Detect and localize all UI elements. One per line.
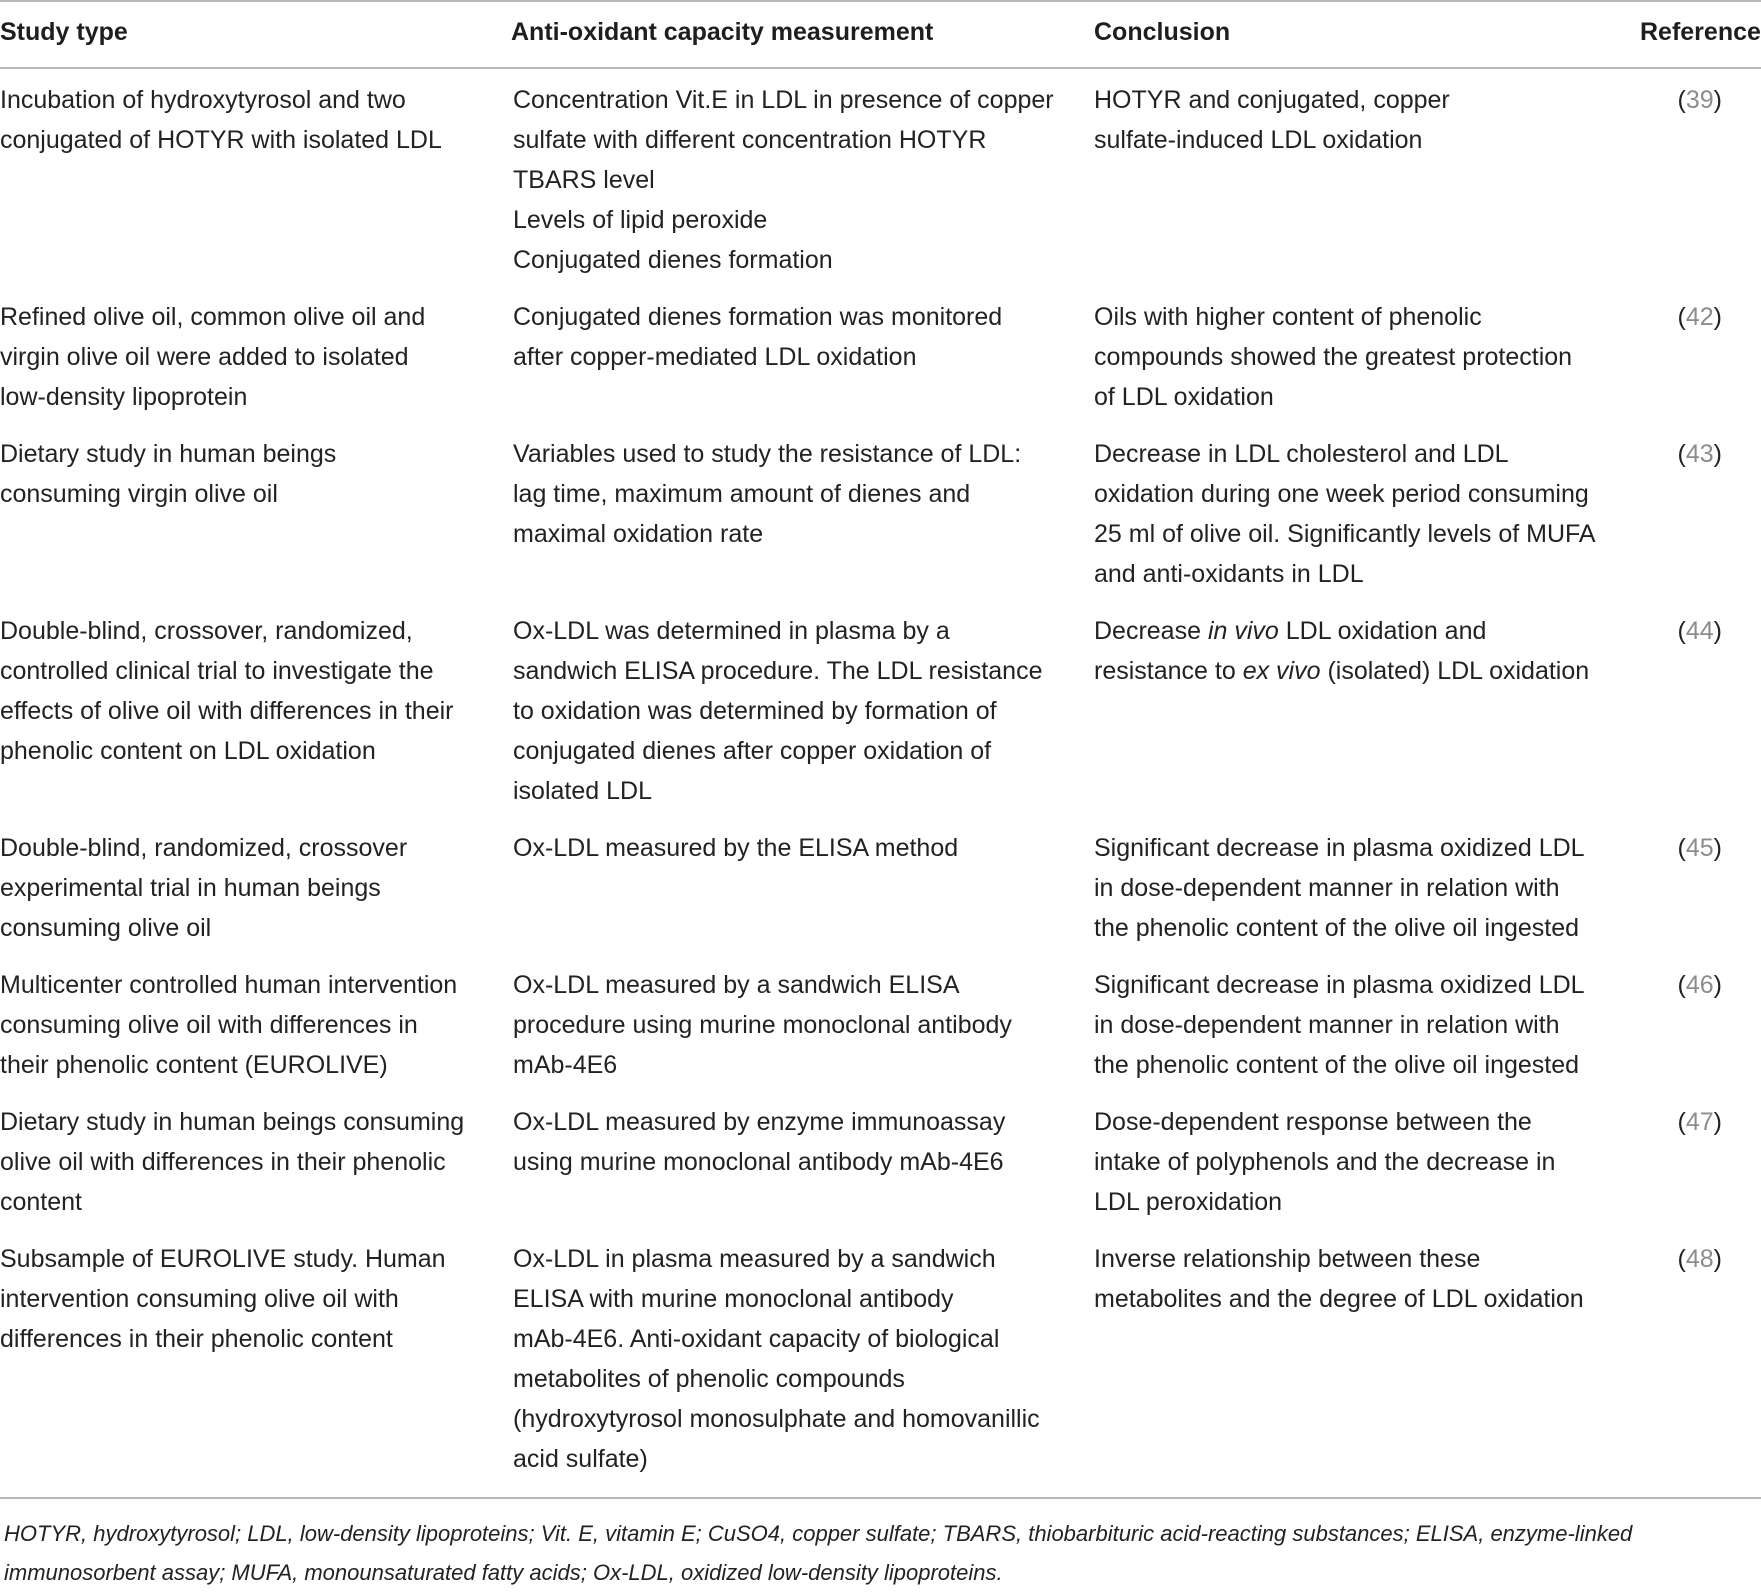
reference-link[interactable]: 48 <box>1685 1245 1714 1273</box>
paren-close: ) <box>1713 86 1722 114</box>
cell-line: content <box>0 1188 83 1216</box>
cell-reference <box>1678 1102 1722 1142</box>
header-reference: Reference <box>1640 18 1761 46</box>
cell-reference <box>1678 965 1722 1005</box>
paren-close: ) <box>1713 617 1722 645</box>
paren-close: ) <box>1713 440 1722 468</box>
reference-link[interactable]: 46 <box>1685 971 1714 999</box>
cell-line: the phenolic content of the olive oil ingested <box>1094 1051 1580 1079</box>
cell-line: compounds showed the greatest protection <box>1094 343 1573 371</box>
cell-line: conjugated of HOTYR with isolated LDL <box>0 126 442 154</box>
cell-conclusion <box>1094 80 1450 160</box>
cell-conclusion <box>1094 611 1589 691</box>
paren-open: ( <box>1677 1108 1686 1136</box>
footnote-line: HOTYR, hydroxytyrosol; LDL, low-density lipoproteins; Vit. E, vitamin E; CuSO4, copper sulfate; TBARS, thiobarbituric acid-reacting substances; ELISA, enzyme-linked <box>4 1521 1633 1546</box>
cell-line: to oxidation was determined by formation of <box>513 697 997 725</box>
paren-open: ( <box>1677 303 1686 331</box>
cell-conclusion <box>1094 434 1596 594</box>
cell-line: in dose-dependent manner in relation with <box>1094 874 1560 902</box>
cell-line: Concentration Vit.E in LDL in presence of copper <box>513 86 1054 114</box>
cell-line: Ox-LDL in plasma measured by a sandwich <box>513 1245 996 1273</box>
italic-term: in vivo <box>1207 617 1279 645</box>
header-measurement: Anti-oxidant capacity measurement <box>511 18 934 46</box>
cell-line: Conjugated dienes formation was monitored <box>513 303 1003 331</box>
cell-line: after copper-mediated LDL oxidation <box>513 343 917 371</box>
italic-term: ex vivo <box>1242 657 1321 685</box>
cell-line: phenolic content on LDL oxidation <box>0 737 376 765</box>
cell-line: Dose-dependent response between the <box>1094 1108 1532 1136</box>
cell-line: Multicenter controlled human intervention <box>0 971 458 999</box>
cell-line: oxidation during one week period consuming <box>1094 480 1589 508</box>
footnote-line: immunosorbent assay; MUFA, monounsaturated fatty acids; Ox-LDL, oxidized low-density lipoproteins. <box>4 1560 1003 1585</box>
text-span: resistance to <box>1094 657 1243 685</box>
cell-measurement <box>513 80 1054 280</box>
paren-open: ( <box>1677 834 1686 862</box>
cell-line: mAb-4E6 <box>513 1051 618 1079</box>
cell-line: using murine monoclonal antibody mAb-4E6 <box>513 1148 1004 1176</box>
cell-line: Significant decrease in plasma oxidized LDL <box>1094 834 1585 862</box>
cell-line: conjugated dienes after copper oxidation of <box>513 737 992 765</box>
cell-line: Ox-LDL measured by enzyme immunoassay <box>513 1108 1006 1136</box>
cell-line: their phenolic content (EUROLIVE) <box>0 1051 388 1079</box>
cell-measurement <box>513 1102 1005 1182</box>
text-span: LDL oxidation and <box>1278 617 1487 645</box>
paren-close: ) <box>1713 834 1722 862</box>
reference-link[interactable]: 42 <box>1685 303 1714 331</box>
reference-link[interactable]: 43 <box>1685 440 1714 468</box>
cell-measurement <box>513 297 1002 377</box>
cell-line: experimental trial in human beings <box>0 874 381 902</box>
header-rule <box>0 67 1761 69</box>
cell-reference <box>1678 1239 1722 1279</box>
cell-line: Significant decrease in plasma oxidized LDL <box>1094 971 1585 999</box>
cell-study-type <box>0 80 442 160</box>
cell-line: differences in their phenolic content <box>0 1325 393 1353</box>
text-span: Decrease <box>1094 617 1208 645</box>
cell-line: and anti-oxidants in LDL <box>1094 560 1364 588</box>
cell-reference <box>1678 434 1722 474</box>
paren-open: ( <box>1677 971 1686 999</box>
paren-open: ( <box>1677 617 1686 645</box>
reference-link[interactable]: 44 <box>1685 617 1714 645</box>
cell-measurement <box>513 1239 1040 1479</box>
cell-reference <box>1678 297 1722 337</box>
cell-line: the phenolic content of the olive oil ingested <box>1094 914 1580 942</box>
cell-line: Refined olive oil, common olive oil and <box>0 303 426 331</box>
header-conclusion: Conclusion <box>1094 18 1231 46</box>
paren-close: ) <box>1713 1108 1722 1136</box>
cell-line: Levels of lipid peroxide <box>513 206 768 234</box>
paren-open: ( <box>1677 440 1686 468</box>
cell-line <box>1094 611 1589 651</box>
cell-line: HOTYR and conjugated, copper <box>1094 86 1450 114</box>
table-bottom-rule <box>0 1497 1761 1499</box>
cell-line: metabolites and the degree of LDL oxidation <box>1094 1285 1584 1313</box>
cell-line: Subsample of EUROLIVE study. Human <box>0 1245 446 1273</box>
cell-reference <box>1678 828 1722 868</box>
paren-close: ) <box>1713 303 1722 331</box>
cell-study-type <box>0 297 425 417</box>
paren-close: ) <box>1713 1245 1722 1273</box>
cell-line: Incubation of hydroxytyrosol and two <box>0 86 406 114</box>
cell-line: consuming olive oil <box>0 914 212 942</box>
cell-line: intervention consuming olive oil with <box>0 1285 399 1313</box>
cell-line: intake of polyphenols and the decrease in <box>1094 1148 1556 1176</box>
cell-study-type <box>0 828 407 948</box>
cell-line: sulfate-induced LDL oxidation <box>1094 126 1423 154</box>
cell-study-type <box>0 611 453 771</box>
cell-study-type <box>0 965 457 1085</box>
cell-line: in dose-dependent manner in relation with <box>1094 1011 1560 1039</box>
table-top-rule <box>0 0 1761 2</box>
cell-line: Dietary study in human beings <box>0 440 337 468</box>
cell-line: ELISA with murine monoclonal antibody <box>513 1285 954 1313</box>
paren-close: ) <box>1713 971 1722 999</box>
cell-line: effects of olive oil with differences in their <box>0 697 454 725</box>
cell-study-type <box>0 1102 464 1222</box>
cell-line: procedure using murine monoclonal antibody <box>513 1011 1012 1039</box>
cell-line: Ox-LDL was determined in plasma by a <box>513 617 950 645</box>
cell-conclusion <box>1094 1239 1584 1319</box>
cell-line: TBARS level <box>513 166 655 194</box>
cell-line: LDL peroxidation <box>1094 1188 1283 1216</box>
cell-conclusion <box>1094 828 1585 948</box>
cell-conclusion <box>1094 965 1585 1085</box>
cell-reference <box>1678 611 1722 651</box>
cell-line: Variables used to study the resistance of LDL: <box>513 440 1022 468</box>
cell-line: Dietary study in human beings consuming <box>0 1108 465 1136</box>
paren-open: ( <box>1677 86 1686 114</box>
reference-link[interactable]: 45 <box>1685 834 1714 862</box>
cell-line: of LDL oxidation <box>1094 383 1274 411</box>
cell-line: Ox-LDL measured by a sandwich ELISA <box>513 971 960 999</box>
cell-study-type <box>0 434 336 514</box>
cell-line: Ox-LDL measured by the ELISA method <box>513 834 959 862</box>
cell-measurement <box>513 611 1042 811</box>
cell-study-type <box>0 1239 446 1359</box>
cell-conclusion <box>1094 297 1572 417</box>
cell-measurement <box>513 434 1021 554</box>
cell-line: Conjugated dienes formation <box>513 246 833 274</box>
cell-line: (hydroxytyrosol monosulphate and homovanillic <box>513 1405 1040 1433</box>
cell-line: virgin olive oil were added to isolated <box>0 343 409 371</box>
cell-conclusion <box>1094 1102 1555 1222</box>
table-footnote <box>4 1514 1632 1592</box>
paren-open: ( <box>1677 1245 1686 1273</box>
cell-measurement <box>513 828 958 868</box>
cell-line: lag time, maximum amount of dienes and <box>513 480 971 508</box>
cell-line: low-density lipoprotein <box>0 383 248 411</box>
cell-line: mAb-4E6. Anti-oxidant capacity of biological <box>513 1325 1000 1353</box>
cell-line: Double-blind, randomized, crossover <box>0 834 408 862</box>
cell-line: consuming olive oil with differences in <box>0 1011 418 1039</box>
cell-measurement <box>513 965 1012 1085</box>
reference-link[interactable]: 47 <box>1685 1108 1714 1136</box>
cell-line: acid sulfate) <box>513 1445 648 1473</box>
cell-reference <box>1678 80 1722 120</box>
cell-line: controlled clinical trial to investigate the <box>0 657 434 685</box>
cell-line: sulfate with different concentration HOTYR <box>513 126 987 154</box>
text-span: (isolated) LDL oxidation <box>1320 657 1590 685</box>
header-study-type: Study type <box>0 18 128 46</box>
cell-line: sandwich ELISA procedure. The LDL resistance <box>513 657 1043 685</box>
cell-line: metabolites of phenolic compounds <box>513 1365 905 1393</box>
reference-link[interactable]: 39 <box>1685 86 1714 114</box>
cell-line: Decrease in LDL cholesterol and LDL <box>1094 440 1509 468</box>
cell-line: Double-blind, crossover, randomized, <box>0 617 413 645</box>
cell-line: consuming virgin olive oil <box>0 480 278 508</box>
cell-line: Oils with higher content of phenolic <box>1094 303 1482 331</box>
cell-line: 25 ml of olive oil. Significantly levels of MUFA <box>1094 520 1596 548</box>
cell-line <box>1094 651 1589 691</box>
cell-line: isolated LDL <box>513 777 652 805</box>
cell-line: maximal oxidation rate <box>513 520 764 548</box>
cell-line: olive oil with differences in their phenolic <box>0 1148 446 1176</box>
cell-line: Inverse relationship between these <box>1094 1245 1481 1273</box>
